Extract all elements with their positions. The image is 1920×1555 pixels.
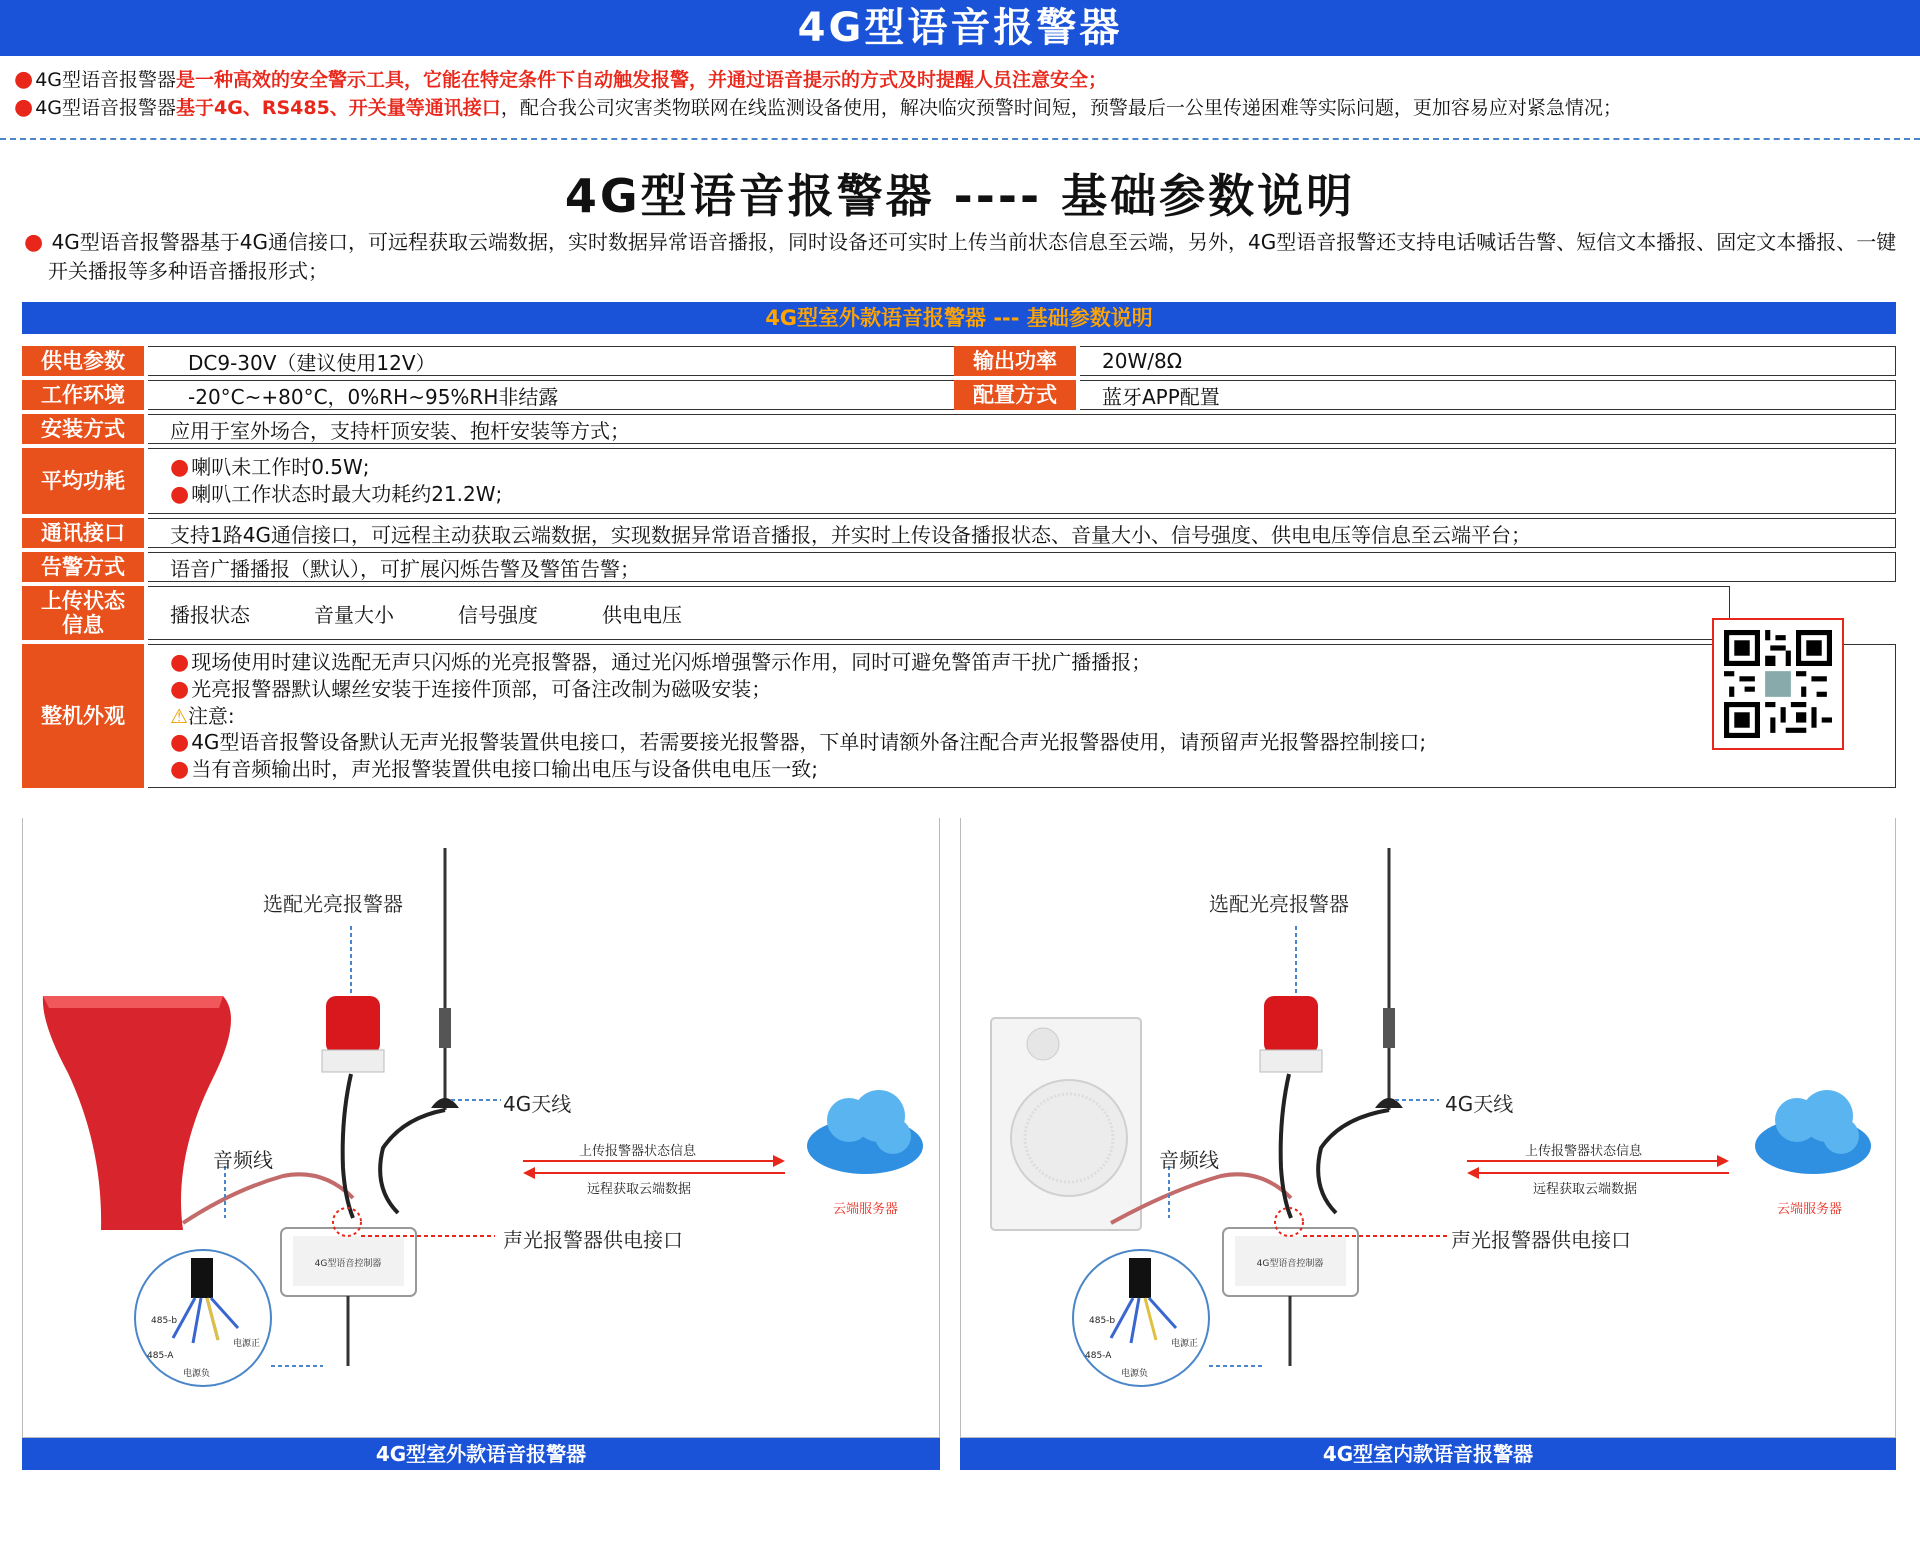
qr-code-icon [1724,630,1832,738]
label-environment: 工作环境 [22,380,144,410]
wire-label-485a: 485-A [147,1351,174,1361]
label-interface: 通讯接口 [22,518,144,548]
row-appearance [22,644,1896,788]
label-antenna: 4G天线 [1445,1092,1514,1116]
device-label: 4G型语音控制器 [314,1259,382,1269]
label-install: 安装方式 [22,414,144,444]
label-config: 配置方式 [954,380,1076,410]
label-output: 输出功率 [954,346,1076,376]
label-upload: 上传状态信息 [22,586,144,640]
wire-label-485a: 485-A [1085,1351,1112,1361]
bullet-icon: ● [170,482,190,507]
row-upload [22,586,1896,640]
caption-outdoor: 4G型室外款语音报警器 [22,1438,940,1470]
label-upload-status: 上传报警器状态信息 [579,1144,697,1159]
caption-indoor: 4G型室内款语音报警器 [960,1438,1896,1470]
wire-label-power-pos: 电源正 [233,1339,261,1349]
list-item: ● 光亮报警器默认螺丝安装于连接件顶部，可备注改制为磁吸安装； [170,677,772,702]
label-alarm: 告警方式 [22,552,144,582]
list-item: ● 喇叭未工作时0.5W; [170,455,370,480]
bullet-icon: ● [170,757,190,782]
indoor-diagram-graphic [961,818,1897,1438]
value-install: 应用于室外场合，支持杆顶安装、抱杆安装等方式； [148,414,1896,444]
bullet-icon: ● [170,650,190,675]
intro-line-2: ● 4G型语音报警器基于4G、RS485、开关量等通讯接口，配合我公司灾害类物联网在线监测设备使用，解决临灾预警时间短，预警最后一公里传递困难等实际问题，更加容易应对紧急情况； [14,95,1622,120]
wire-label-power-neg: 电源负 [1121,1369,1149,1379]
list-item: ● 喇叭工作状态时最大功耗约21.2W; [170,482,503,507]
label-upload-status: 上传报警器状态信息 [1525,1144,1643,1159]
row-consumption [22,448,1896,514]
value-consumption [148,448,1896,514]
label-light: 选配光亮报警器 [263,892,403,916]
value-appearance [148,644,1896,788]
bullet-icon: ● [14,67,34,92]
value-environment: -20°C~+80°C，0%RH~95%RH非结露 [148,380,968,410]
label-antenna: 4G天线 [503,1092,572,1116]
outdoor-diagram-graphic [23,818,941,1438]
label-audio: 音频线 [213,1148,273,1172]
label-power-port: 声光报警器供电接口 [1451,1228,1631,1252]
label-light: 选配光亮报警器 [1209,892,1349,916]
qr-code [1712,618,1844,750]
label-appearance: 整机外观 [22,644,144,788]
label-consumption: 平均功耗 [22,448,144,514]
list-item: ● 现场使用时建议选配无声只闪烁的光亮报警器，通过光闪烁增强警示作用，同时可避免警笛声干扰广播播报； [170,650,1152,675]
divider [0,138,1920,140]
bullet-icon: ● [170,730,190,755]
intro-line-1: ● 4G型语音报警器是一种高效的安全警示工具，它能在特定条件下自动触发报警，并通过语音提示的方式及时提醒人员注意安全； [14,67,1108,92]
wire-label-power-pos: 电源正 [1171,1339,1199,1349]
label-power: 供电参数 [22,346,144,376]
value-interface: 支持1路4G通信接口，可远程主动获取云端数据，实现数据异常语音播报，并实时上传设备播报状态、音量大小、信号强度、供电电压等信息至云端平台； [148,518,1896,548]
warning-icon: ⚠ [170,704,188,728]
wire-label-power-neg: 电源负 [183,1369,211,1379]
value-power: DC9-30V（建议使用12V） [148,346,968,376]
device-label: 4G型语音控制器 [1256,1259,1324,1269]
label-cloud: 云端服务器 [833,1202,899,1217]
page-header: 4G型语音报警器 [0,0,1920,56]
section-description: ● 4G型语音报警器基于4G通信接口，可远程获取云端数据，实时数据异常语音播报，同时设备还可实时上传当前状态信息至云端，另外，4G型语音报警还支持电话喊话告警、短信文本播报、固定文本播报、一键开关播报等多种语音播报形式； [24,230,1897,283]
wire-label-485b: 485-b [1089,1316,1116,1326]
outdoor-diagram [22,818,940,1438]
indoor-diagram [960,818,1896,1438]
list-item: ● 当有音频输出时，声光报警装置供电接口输出电压与设备供电电压一致; [170,757,818,782]
row-interface [22,518,1896,548]
table-title: 4G型室外款语音报警器 --- 基础参数说明 [22,302,1896,334]
label-power-port: 声光报警器供电接口 [503,1228,683,1252]
value-upload: 播报状态 音量大小 信号强度 供电电压 [148,586,1730,640]
row-alarm [22,552,1896,582]
row-install [22,414,1896,444]
list-item: ⚠注意: [170,704,235,728]
bullet-icon: ● [170,455,190,480]
section-title: 4G型语音报警器 ---- 基础参数说明 [564,169,1356,223]
row-environment [22,380,1896,410]
value-config: 蓝牙APP配置 [1080,380,1896,410]
wire-label-485b: 485-b [151,1316,178,1326]
row-power [22,346,1896,376]
intro [14,66,1914,122]
label-fetch-data: 远程获取云端数据 [1533,1182,1638,1197]
list-item: ● 4G型语音报警设备默认无声光报警装置供电接口，若需要接光报警器，下单时请额外备注配合声光报警器使用，请预留声光报警器控制接口; [170,730,1427,755]
bullet-icon: ● [170,677,190,702]
value-output: 20W/8Ω [1080,346,1896,376]
label-fetch-data: 远程获取云端数据 [587,1182,692,1197]
value-alarm: 语音广播播报（默认），可扩展闪烁告警及警笛告警； [148,552,1896,582]
label-audio: 音频线 [1159,1148,1219,1172]
bullet-icon: ● [24,230,44,255]
bullet-icon: ● [14,95,34,120]
label-cloud: 云端服务器 [1777,1202,1843,1217]
